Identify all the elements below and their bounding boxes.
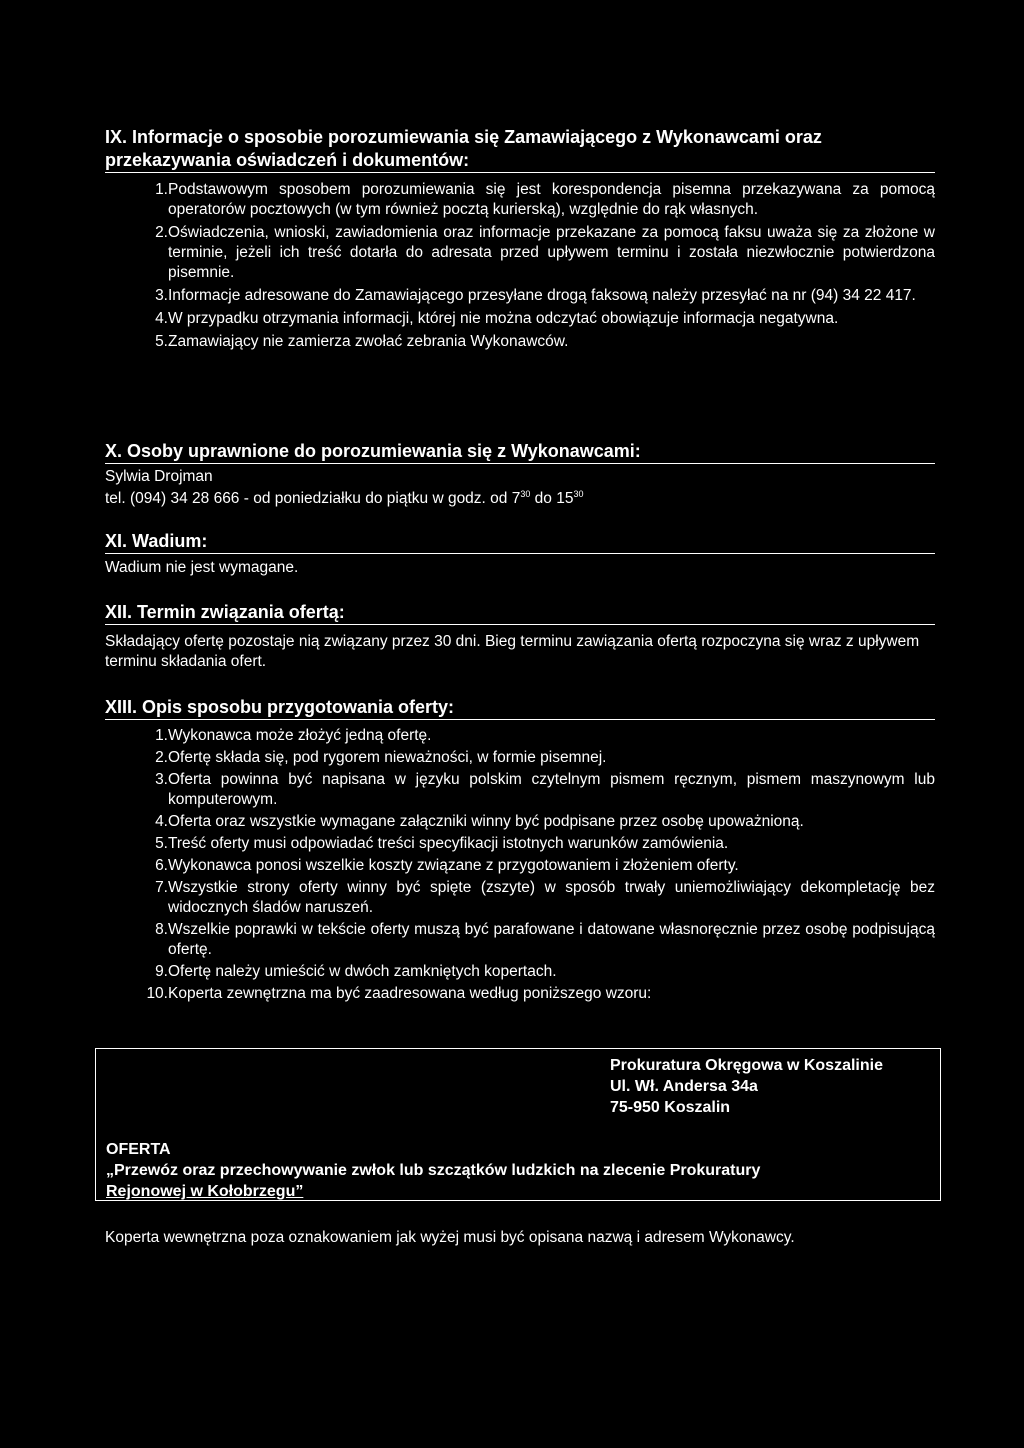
item-text: Wykonawca ponosi wszelkie koszty związane z przygotowaniem i złożeniem oferty. bbox=[168, 857, 739, 874]
list-item bbox=[105, 834, 935, 854]
contact-name: Sylwia Drojman bbox=[105, 468, 213, 485]
address-line: Prokuratura Okręgowa w Koszalinie bbox=[610, 1057, 883, 1074]
item-text: Wszystkie strony oferty winny być spięte (zszyte) w sposób trwały uniemożliwiający dekompletację bez widocznych śladów naruszeń. bbox=[168, 879, 935, 916]
item-text: Wszelkie poprawki w tekście oferty muszą być parafowane i datowane własnoręcznie przez osobę podpisującą ofertę. bbox=[168, 921, 935, 958]
list-item bbox=[105, 856, 935, 876]
item-number: 4. bbox=[155, 310, 168, 327]
item-text: Ofertę składa się, pod rygorem nieważności, w formie pisemnej. bbox=[168, 749, 607, 766]
list-item bbox=[105, 770, 935, 810]
time-to-superscript: 30 bbox=[573, 489, 584, 499]
offer-subject-line: „Przewóz oraz przechowywanie zwłok lub szczątków ludzkich na zlecenie Prokuratury bbox=[106, 1162, 761, 1179]
contact-phone bbox=[105, 489, 935, 509]
list-item bbox=[105, 812, 935, 832]
section-ix-title: IX. Informacje o sposobie porozumiewania się Zamawiającego z Wykonawcami oraz przekazywania oświadczeń i dokumentów: bbox=[105, 126, 935, 173]
item-text: W przypadku otrzymania informacji, której nie można odczytać obowiązuje informacja negatywna. bbox=[168, 310, 839, 327]
list-item bbox=[105, 309, 935, 329]
envelope-offer-label bbox=[106, 1139, 926, 1202]
list-item bbox=[105, 223, 935, 283]
item-number: 5. bbox=[155, 333, 168, 350]
binding-text: Składający ofertę pozostaje nią związany przez 30 dni. Bieg terminu zawiązania ofertą rozpoczyna się wraz z upływem terminu składania ofert. bbox=[105, 633, 920, 670]
item-text: Oferta oraz wszystkie wymagane załączniki winny być podpisane przez osobę upoważnioną. bbox=[168, 813, 804, 830]
section-x-title: X. Osoby uprawnione do porozumiewania się z Wykonawcami: bbox=[105, 440, 935, 464]
address-line: Ul. Wł. Andersa 34a bbox=[610, 1078, 758, 1095]
item-number: 2. bbox=[155, 224, 168, 241]
section-xii-title: XII. Termin związania ofertą: bbox=[105, 601, 935, 625]
item-text: Wykonawca może złożyć jedną ofertę. bbox=[168, 727, 432, 744]
item-text: Podstawowym sposobem porozumiewania się jest korespondencja pisemna przekazywana za pomocą operatorów pocztowych (w tym również pocztą kurierską), względnie do rąk własnych. bbox=[168, 181, 935, 218]
item-number: 2. bbox=[155, 749, 168, 766]
item-text: Ofertę należy umieścić w dwóch zamkniętych kopertach. bbox=[168, 963, 557, 980]
list-item bbox=[105, 984, 935, 1004]
envelope-template-box bbox=[95, 1048, 941, 1201]
wadium-text: Wadium nie jest wymagane. bbox=[105, 559, 299, 576]
item-text: Treść oferty musi odpowiadać treści specyfikacji istotnych warunków zamówienia. bbox=[168, 835, 729, 852]
list-item bbox=[105, 920, 935, 960]
envelope-address bbox=[610, 1055, 883, 1118]
section-xiii-title: XIII. Opis sposobu przygotowania oferty: bbox=[105, 696, 935, 720]
item-number: 4. bbox=[155, 813, 168, 830]
list-item bbox=[105, 286, 935, 306]
item-number: 3. bbox=[155, 771, 168, 788]
section-xi-title: XI. Wadium: bbox=[105, 530, 935, 554]
item-text: Koperta zewnętrzna ma być zaadresowana według poniższego wzoru: bbox=[168, 985, 652, 1002]
section-xiii-list bbox=[105, 726, 935, 1004]
item-number: 9. bbox=[155, 963, 168, 980]
item-number: 1. bbox=[155, 181, 168, 198]
item-text: Informacje adresowane do Zamawiającego przesyłane drogą faksową należy przesyłać na nr (94) 34 22 417. bbox=[168, 287, 916, 304]
item-number: 6. bbox=[155, 857, 168, 874]
list-item bbox=[105, 332, 935, 352]
contact-phone-text: tel. (094) 34 28 666 - od poniedziałku do piątku w godz. od 7 bbox=[105, 490, 521, 507]
list-item bbox=[105, 962, 935, 982]
item-number: 5. bbox=[155, 835, 168, 852]
time-from-superscript: 30 bbox=[520, 489, 531, 499]
item-number: 10. bbox=[146, 985, 168, 1002]
item-text: Oświadczenia, wnioski, zawiadomienia oraz informacje przekazane za pomocą faksu uważa się za złożone w terminie, jeżeli ich treść dotarła do adresata przed upływem terminu i została niezwłocznie potwierdzona pisemnie. bbox=[168, 224, 935, 281]
list-item bbox=[105, 748, 935, 768]
item-number: 3. bbox=[155, 287, 168, 304]
item-text: Zamawiający nie zamierza zwołać zebrania Wykonawców. bbox=[168, 333, 569, 350]
offer-heading: OFERTA bbox=[106, 1141, 171, 1158]
list-item bbox=[105, 180, 935, 220]
section-ix-list bbox=[105, 180, 935, 352]
item-number: 7. bbox=[155, 879, 168, 896]
list-item bbox=[105, 878, 935, 918]
list-item bbox=[105, 726, 935, 746]
item-number: 8. bbox=[155, 921, 168, 938]
address-line: 75-950 Koszalin bbox=[610, 1099, 731, 1116]
offer-subject-line: Rejonowej w Kołobrzegu” bbox=[106, 1183, 304, 1200]
closing-text: Koperta wewnętrzna poza oznakowaniem jak wyżej musi być opisana nazwą i adresem Wykonawcy. bbox=[105, 1229, 795, 1246]
item-text: Oferta powinna być napisana w języku polskim czytelnym pismem ręcznym, pismem maszynowym lub komputerowym. bbox=[168, 771, 935, 808]
contact-phone-mid: do 15 bbox=[530, 490, 574, 507]
item-number: 1. bbox=[155, 727, 168, 744]
